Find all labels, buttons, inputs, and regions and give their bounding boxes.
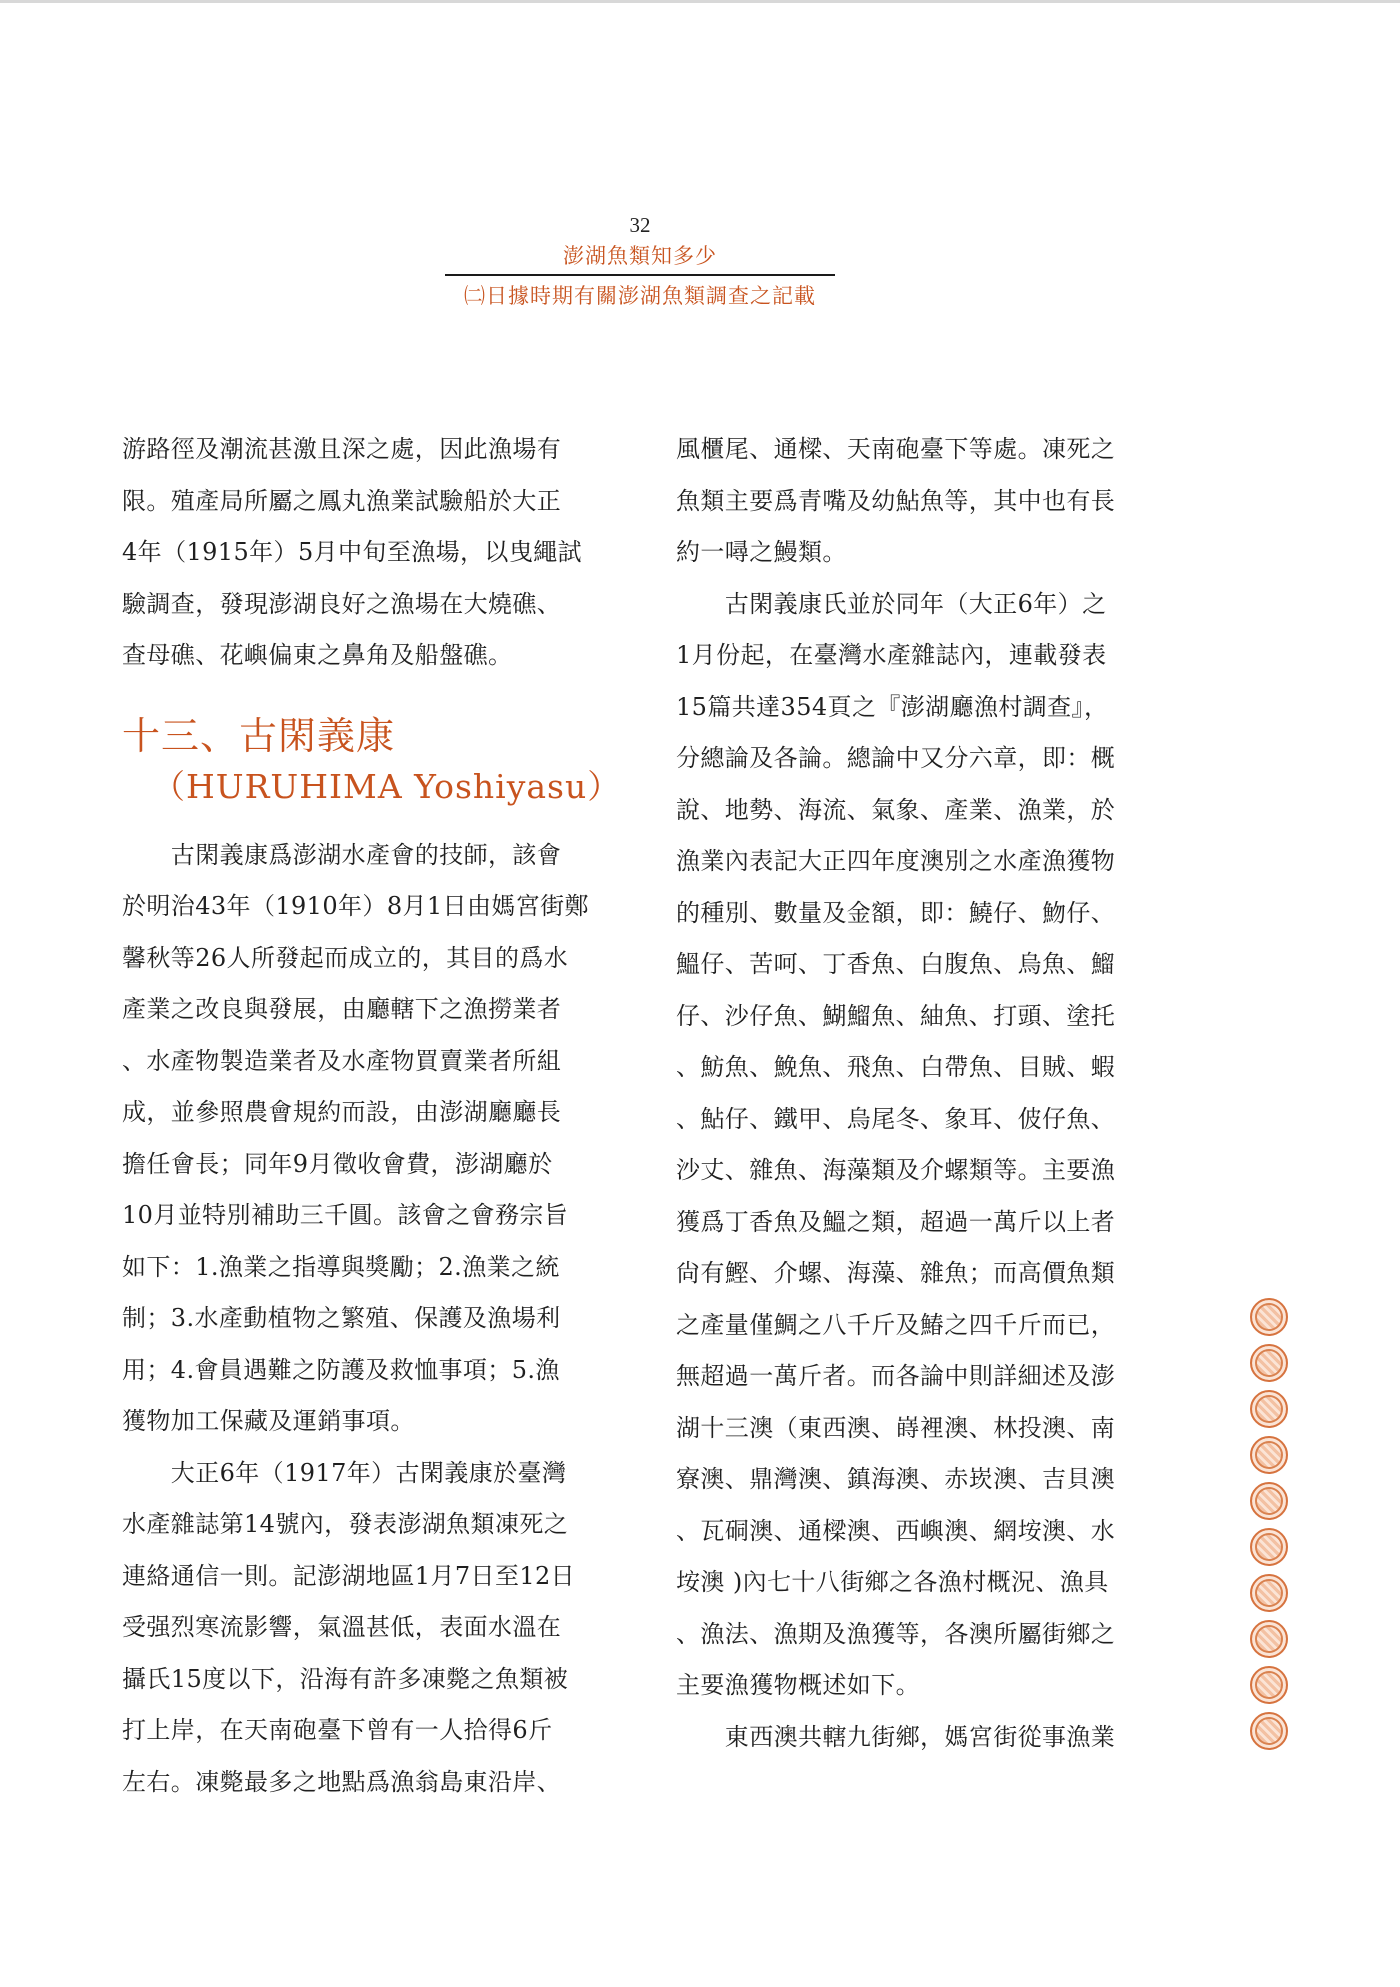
header-divider [445, 274, 835, 276]
left-intro-paragraph [122, 424, 590, 682]
page-top-edge [0, 0, 1400, 3]
text-line: 產業之改良與發展，由廳轄下之漁撈業者 [122, 995, 562, 1023]
seal-ornament-icon [1250, 1712, 1288, 1750]
text-line: 於明治43年（1910年）8月1日由媽宮街鄭 [122, 892, 589, 920]
seal-ornament-icon [1250, 1482, 1288, 1520]
text-line: 查母礁、花嶼偏東之鼻角及船盤礁。 [122, 641, 513, 669]
text-line: 、漁法、漁期及漁獲等，各澳所屬街鄉之 [676, 1619, 1116, 1648]
text-line: 古閑義康氏並於同年（大正6年）之 [676, 589, 1107, 618]
text-line: 垵澳 )內七十八街鄉之各漁村概況、漁具 [676, 1568, 1109, 1596]
decorative-seal-strip [1244, 1298, 1294, 1758]
text-line: 仔、沙仔魚、鰗鰡魚、紬魚、打頭、塗托 [676, 1001, 1116, 1030]
text-line: 4年（1915年）5月中旬至漁場，以曳繩試 [122, 538, 583, 566]
text-line: 打上岸，在天南砲臺下曾有一人拾得6斤 [122, 1716, 553, 1744]
seal-ornament-icon [1250, 1574, 1288, 1612]
text-line: 湖十三澳（東西澳、嵵裡澳、林投澳、南 [676, 1413, 1116, 1442]
text-line: 風櫃尾、通樑、天南砲臺下等處。凍死之 [676, 435, 1116, 463]
text-line: 獲爲丁香魚及鰮之類，超過一萬斤以上者 [676, 1207, 1116, 1236]
text-line: 、瓦硐澳、通樑澳、西嶼澳、網垵澳、水 [676, 1516, 1116, 1545]
page-number: 32 [629, 213, 651, 237]
text-line: 獲物加工保藏及運銷事項。 [122, 1407, 415, 1435]
text-line: 驗調查，發現澎湖良好之漁場在大燒礁、 [122, 589, 562, 618]
text-line: 水產雜誌第14號內，發表澎湖魚類凍死之 [122, 1510, 569, 1538]
running-header [445, 210, 835, 313]
text-line: 成，並參照農會規約而設，由澎湖廳廳長 [122, 1098, 562, 1126]
text-line: 10月並特別補助三千圓。該會之會務宗旨 [122, 1201, 569, 1229]
book-title: 澎湖魚類知多少 [563, 244, 717, 268]
text-line: 左右。凍斃最多之地點爲漁翁島東沿岸、 [122, 1767, 562, 1796]
seal-ornament-icon [1250, 1344, 1288, 1382]
text-line: 限。殖產局所屬之鳳丸漁業試驗船於大正 [122, 486, 562, 515]
seal-ornament-icon [1250, 1620, 1288, 1658]
text-line: 魚類主要爲青嘴及幼鮎魚等，其中也有長 [676, 486, 1116, 515]
text-line: 受强烈寒流影響，氣溫甚低，表面水溫在 [122, 1613, 562, 1641]
text-line: 、魴魚、鮸魚、飛魚、白帶魚、目賊、蝦 [676, 1053, 1116, 1081]
text-line: 主要漁獲物概述如下。 [676, 1671, 920, 1699]
text-line: 東西澳共轄九街鄉，媽宮街從事漁業 [676, 1722, 1116, 1751]
text-line: 說、地勢、海流、氣象、產業、漁業，於 [676, 795, 1116, 824]
left-column [122, 424, 622, 1808]
text-line: 擔任會長；同年9月徵收會費，澎湖廳於 [122, 1149, 553, 1178]
section-subtitle: （HURUHIMA Yoshiyasu） [152, 766, 622, 806]
text-line: 漁業內表記大正四年度澳別之水產漁獲物 [676, 847, 1116, 875]
text-line: 大正6年（1917年）古閑義康於臺灣 [122, 1458, 567, 1487]
text-line: 尙有鰹、介螺、海藻、雜魚；而高價魚類 [676, 1259, 1116, 1287]
seal-ornament-icon [1250, 1390, 1288, 1428]
text-line: 用；4.會員遇難之防護及救恤事項；5.漁 [122, 1355, 560, 1384]
text-line: 、鮎仔、鐵甲、烏尾冬、象耳、佊仔魚、 [676, 1104, 1116, 1133]
seal-ornament-icon [1250, 1666, 1288, 1704]
text-line: 約一噚之鰻類。 [676, 538, 847, 566]
text-line: 馨秋等26人所發起而成立的，其目的爲水 [122, 943, 569, 972]
text-line: 游路徑及潮流甚激且深之處，因此漁場有 [122, 435, 562, 463]
text-line: 制；3.水產動植物之繁殖、保護及漁場利 [122, 1304, 561, 1332]
chapter-title: ㈡日據時期有關澎湖魚類調查之記載 [464, 284, 816, 308]
text-line: 15篇共達354頁之『澎湖廳漁村調查』， [676, 692, 1109, 721]
text-line: 、水產物製造業者及水產物買賣業者所組 [122, 1046, 562, 1075]
text-line: 的種別、數量及金額，即：鱙仔、魩仔、 [676, 898, 1116, 927]
right-column [676, 424, 1144, 1763]
seal-ornament-icon [1250, 1436, 1288, 1474]
text-line: 古閑義康爲澎湖水產會的技師，該會 [122, 840, 562, 869]
text-line: 寮澳、鼎灣澳、鎮海澳、赤崁澳、吉貝澳 [676, 1465, 1116, 1493]
left-body-text [122, 830, 590, 1809]
text-line: 1月份起，在臺灣水產雜誌內，連載發表 [676, 641, 1107, 669]
seal-ornament-icon [1250, 1298, 1288, 1336]
text-line: 沙丈、雜魚、海藻類及介螺類等。主要漁 [676, 1156, 1116, 1184]
text-line: 分總論及各論。總論中又分六章，即：概 [676, 744, 1116, 772]
section-heading [122, 710, 622, 812]
text-line: 無超過一萬斤者。而各論中則詳細述及澎 [676, 1362, 1116, 1390]
text-line: 鰮仔、苦呵、丁香魚、白腹魚、烏魚、鰡 [676, 950, 1116, 978]
text-line: 之產量僅鯛之八千斤及鰆之四千斤而已， [676, 1310, 1116, 1339]
seal-ornament-icon [1250, 1528, 1288, 1566]
text-line: 如下：1.漁業之指導與獎勵；2.漁業之統 [122, 1252, 560, 1281]
text-line: 連絡通信一則。記澎湖地區1月7日至12日 [122, 1561, 576, 1590]
section-title: 十三、古閑義康 [122, 713, 396, 758]
text-line: 攝氏15度以下，沿海有許多凍斃之魚類被 [122, 1664, 569, 1693]
